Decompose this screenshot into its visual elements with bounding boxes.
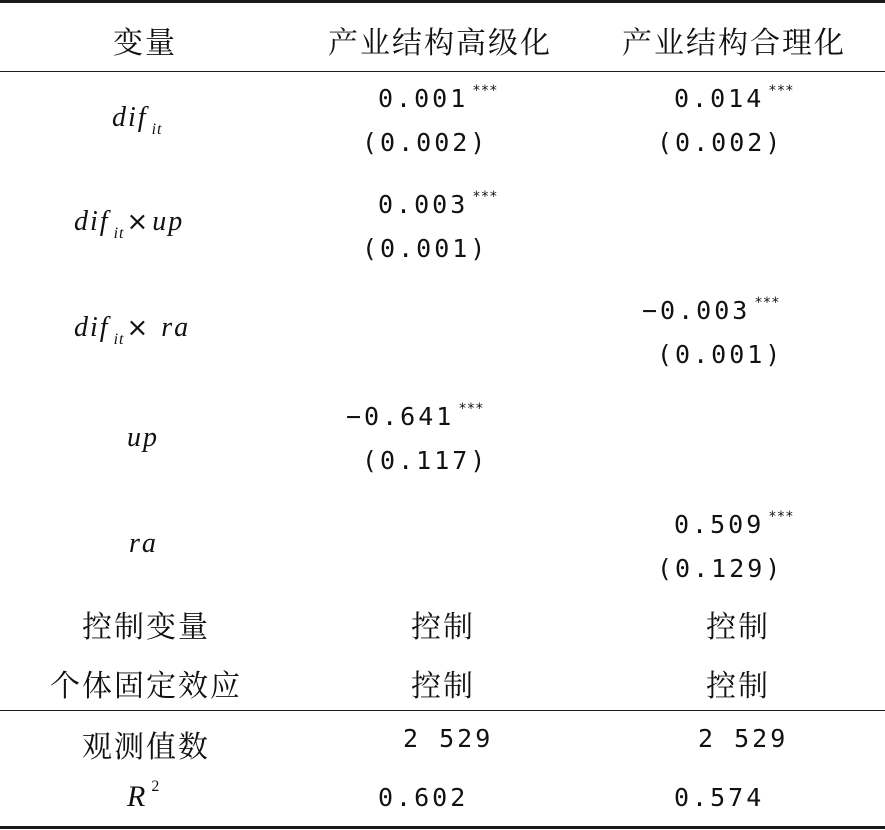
var-main: dif [112, 102, 148, 133]
row-label-r-squared: R $^2$ [127, 778, 160, 813]
row-variable-dif-it-x-ra: dif $_{it}$× ra [74, 312, 191, 348]
bottom-rule [0, 826, 885, 829]
r-squared-rational: 0.574 [674, 783, 765, 812]
row-label-controls: 控制变量 [82, 610, 210, 645]
var-subscript: it [113, 225, 125, 242]
var-subscript: it [113, 331, 125, 348]
significance-stars: *** [472, 83, 498, 99]
upgrade-se: (0.117) [362, 446, 489, 475]
row-variable-up: up [127, 422, 159, 453]
significance-stars: *** [754, 295, 780, 311]
times-sign: × [126, 313, 151, 343]
row-variable-dif-it [112, 102, 163, 138]
var-subscript: it [151, 121, 163, 138]
significance-stars: *** [472, 189, 498, 205]
fixed-effects-rational: 控制 [706, 669, 770, 704]
significance-stars: *** [458, 401, 484, 417]
upgrade-coef: 0.001 *** [378, 83, 498, 113]
significance-stars: *** [768, 83, 794, 99]
controls-upgrade: 控制 [411, 610, 475, 645]
header-rule [0, 71, 885, 72]
rational-coef: −0.003 *** [642, 295, 780, 325]
rational-se: (0.002) [657, 128, 784, 157]
rational-coef: 0.509 *** [674, 509, 794, 539]
fixed-effects-upgrade: 控制 [411, 669, 475, 704]
significance-stars: *** [768, 509, 794, 525]
top-rule [0, 0, 885, 3]
stats-rule [0, 710, 885, 711]
upgrade-coef: −0.641 *** [346, 401, 484, 431]
upgrade-se: (0.002) [362, 128, 489, 157]
header-rational: 产业结构合理化 [622, 26, 846, 61]
observations-upgrade: 2 529 [403, 724, 494, 753]
row-variable-ra: ra [129, 528, 158, 559]
header-variable: 变量 [113, 26, 177, 61]
rational-se: (0.129) [657, 554, 784, 583]
upgrade-coef: 0.003 *** [378, 189, 498, 219]
row-variable-dif-it-x-up: dif $_{it}$×up [74, 206, 185, 242]
rational-coef: 0.014 *** [674, 83, 794, 113]
row-label-fixed-effects: 个体固定效应 [50, 669, 242, 704]
header-upgrade: 产业结构高级化 [328, 26, 552, 61]
upgrade-se: (0.001) [362, 234, 489, 263]
r-squared-upgrade: 0.602 [378, 783, 469, 812]
controls-rational: 控制 [706, 610, 770, 645]
row-label-observations: 观测值数 [82, 730, 210, 765]
observations-rational: 2 529 [698, 724, 789, 753]
times-sign: × [126, 207, 151, 237]
r-squared-exponent: 2 [151, 778, 160, 795]
rational-se: (0.001) [657, 340, 784, 369]
